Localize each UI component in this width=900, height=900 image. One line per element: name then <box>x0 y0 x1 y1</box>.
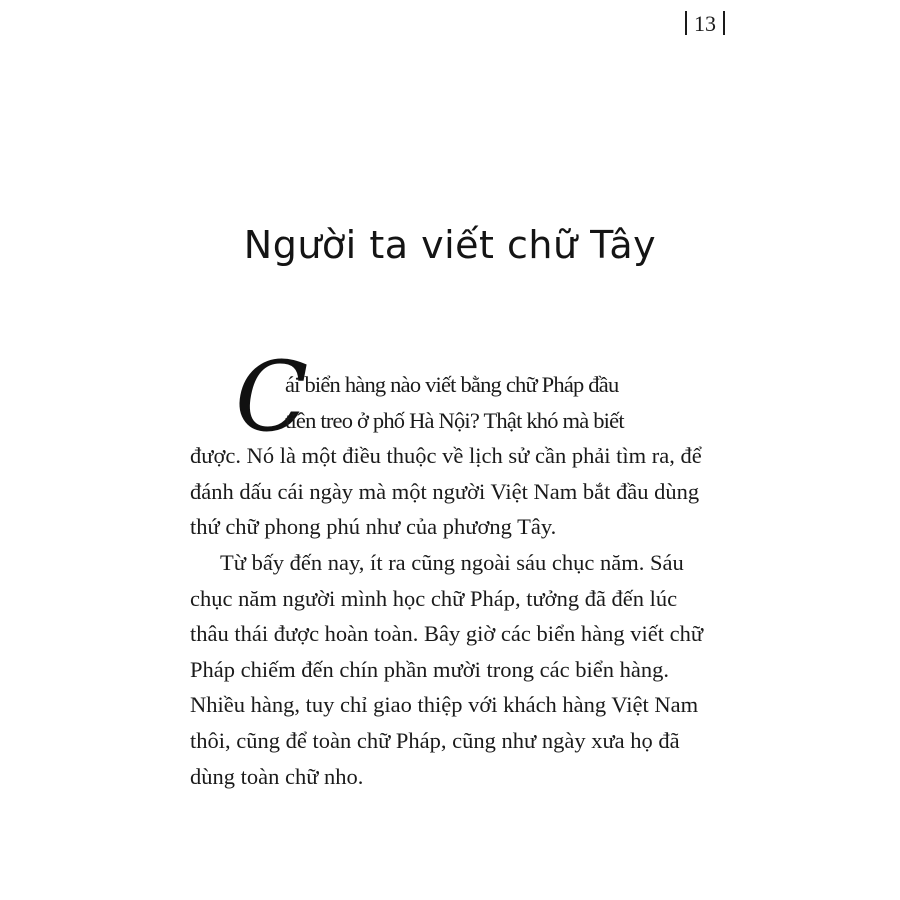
page-number <box>670 10 740 38</box>
paragraph-2-line: Từ bấy đến nay, ít ra cũng ngoài sáu chục năm. Sáu <box>220 549 684 575</box>
paragraph-1-line: thứ chữ phong phú như của phương Tây. <box>190 514 557 540</box>
paragraph-1-line: ái biển hàng nào viết bằng chữ Pháp đầu <box>285 372 619 397</box>
paragraph-2-line: Nhiều hàng, tuy chỉ giao thiệp với khách hàng Việt Nam <box>190 692 699 718</box>
paragraph-2 <box>190 545 750 794</box>
page-number-value: 13 <box>694 11 716 36</box>
paragraph-2-line: dùng toàn chữ nho. <box>190 763 364 789</box>
paragraph-2-line: thôi, cũng để toàn chữ Pháp, cũng như ngày xưa họ đã <box>190 727 680 753</box>
page-number-left-rule <box>685 11 687 35</box>
drop-cap-letter: C <box>235 341 309 453</box>
page-number-right-rule <box>723 11 725 35</box>
paragraph-2-line: thâu thái được hoàn toàn. Bây giờ các biển hàng viết chữ <box>190 621 704 647</box>
paragraph-1-line: đánh dấu cái ngày mà một người Việt Nam bắt đầu dùng <box>190 478 700 504</box>
paragraph-1-line: tiên treo ở phố Hà Nội? Thật khó mà biết <box>285 407 624 433</box>
body-text <box>190 367 750 794</box>
paragraph-1 <box>190 367 750 545</box>
chapter-title: Người ta viết chữ Tây <box>243 223 657 267</box>
paragraph-1-line: được. Nó là một điều thuộc về lịch sử cần phải tìm ra, để <box>190 443 702 469</box>
paragraph-2-line: chục năm người mình học chữ Pháp, tưởng đã đến lúc <box>190 585 678 611</box>
paragraph-2-line: Pháp chiếm đến chín phần mười trong các biển hàng. <box>190 656 669 682</box>
